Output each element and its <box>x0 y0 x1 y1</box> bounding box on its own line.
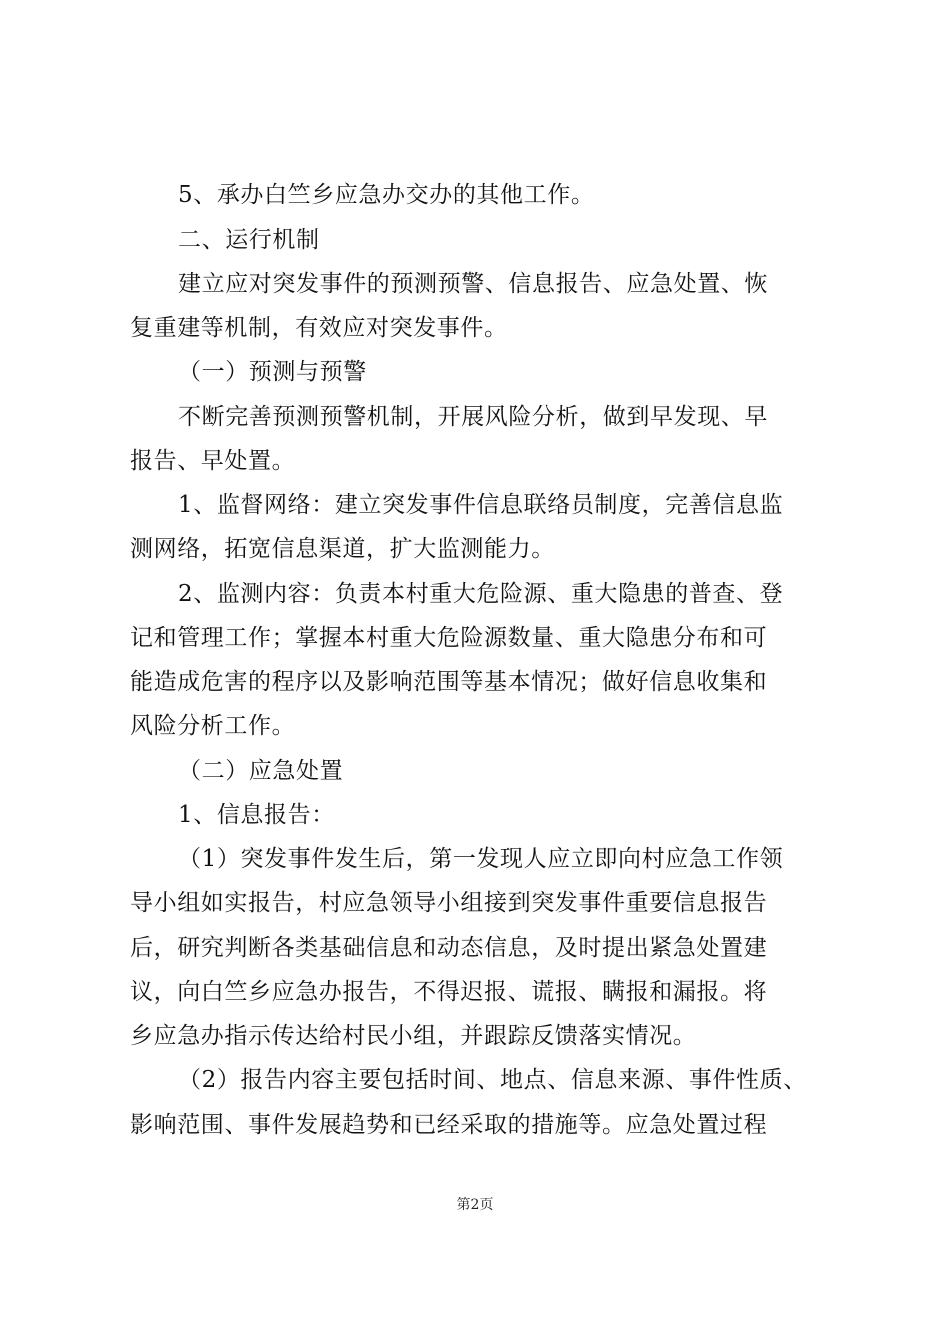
text-line: （1）突发事件发生后，第一发现人应立即向村应急工作领 <box>178 846 784 872</box>
text-line: 乡应急办指示传达给村民小组，并跟踪反馈落实情况。 <box>130 1023 697 1049</box>
text-line: 1、信息报告： <box>178 802 335 828</box>
text-line: 记和管理工作；掌握本村重大危险源数量、重大隐患分布和可 <box>130 625 768 651</box>
text-line: 能造成危害的程序以及影响范围等基本情况；做好信息收集和 <box>130 669 768 695</box>
text-line: 风险分析工作。 <box>130 713 296 739</box>
section-heading: 二、运行机制 <box>178 227 320 253</box>
text-line: （2）报告内容主要包括时间、地点、信息来源、事件性质、 <box>178 1067 807 1093</box>
text-line: 建立应对突发事件的预测预警、信息报告、应急处置、恢 <box>178 271 768 297</box>
text-line: 议，向白竺乡应急办报告，不得迟报、谎报、瞒报和漏报。将 <box>130 979 768 1005</box>
subsection-heading: （一）预测与预警 <box>178 359 367 385</box>
text-line: 影响范围、事件发展趋势和已经采取的措施等。应急处置过程 <box>130 1112 768 1138</box>
text-line: 报告、早处置。 <box>130 448 296 474</box>
text-line: 后，研究判断各类基础信息和动态信息，及时提出紧急处置建 <box>130 935 768 961</box>
text-line: 不断完善预测预警机制，开展风险分析，做到早发现、早 <box>178 404 768 430</box>
text-line: 2、监测内容：负责本村重大危险源、重大隐患的普查、登 <box>178 581 784 607</box>
text-line: 导小组如实报告，村应急领导小组接到突发事件重要信息报告 <box>130 890 768 916</box>
text-line: 复重建等机制，有效应对突发事件。 <box>130 315 508 341</box>
text-line: 5、承办白竺乡应急办交办的其他工作。 <box>178 182 595 208</box>
page-number: 第2页 <box>456 1197 494 1213</box>
text-line: 测网络，拓宽信息渠道，扩大监测能力。 <box>130 536 555 562</box>
subsection-heading: （二）应急处置 <box>178 758 344 784</box>
text-line: 1、监督网络：建立突发事件信息联络员制度，完善信息监 <box>178 492 784 518</box>
